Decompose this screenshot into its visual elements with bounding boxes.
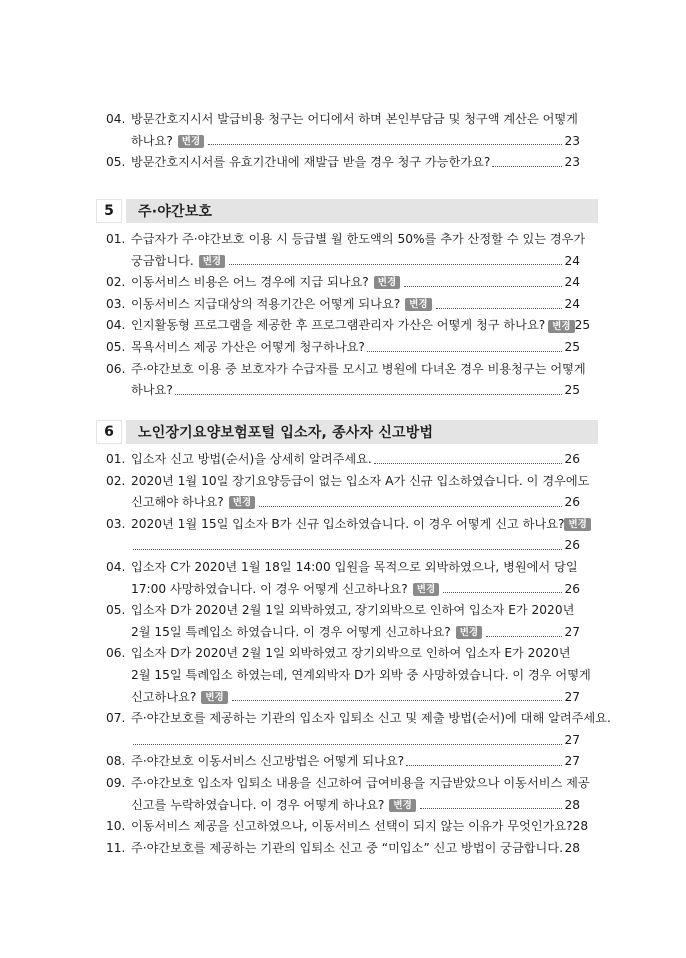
- toc-entry-line: [106, 816, 589, 838]
- toc-entry[interactable]: [106, 152, 580, 174]
- changed-badge: 변경: [229, 496, 255, 509]
- page-number: 25: [574, 318, 591, 333]
- changed-badge: 변경: [413, 583, 439, 596]
- dot-leader: [367, 350, 563, 352]
- toc-entry[interactable]: [106, 359, 586, 402]
- entry-text: 주·야간보호 이용 중 보호자가 수급자를 모시고 병원에 다녀온 경우 비용청구는 어떻게: [131, 361, 586, 376]
- entry-number: 03.: [106, 516, 126, 531]
- changed-badge: 변경: [199, 255, 225, 268]
- toc-entry-line: [106, 272, 580, 294]
- changed-badge: 변경: [374, 276, 400, 289]
- changed-badge: 변경: [456, 626, 482, 639]
- entry-number: 11.: [106, 840, 126, 855]
- toc-entry[interactable]: [106, 600, 580, 643]
- entry-number: 04.: [106, 559, 126, 574]
- entry-text: 주·야간보호를 제공하는 기관의 입퇴소 신고 중 “미입소” 신고 방법이 궁금합니다.: [131, 840, 563, 855]
- entry-text: 궁금합니다.: [131, 253, 194, 268]
- entry-number: 05.: [106, 155, 126, 170]
- section-header-6: [96, 420, 598, 444]
- toc-entry-line: [106, 730, 580, 752]
- section-title: 노인장기요양보험포털 입소자, 종사자 신고방법: [138, 425, 434, 441]
- page-number: 28: [564, 840, 580, 855]
- toc-entry[interactable]: [106, 272, 580, 294]
- entry-text: 이동서비스 제공을 신고하였으나, 이동서비스 선택이 되지 않는 이유가 무엇인가요?: [131, 819, 573, 834]
- changed-badge: 변경: [548, 320, 574, 333]
- toc-entry-line: [106, 838, 580, 860]
- toc-entry-line: [106, 622, 580, 644]
- page-number: 27: [564, 624, 580, 639]
- page-number: 26: [564, 581, 580, 596]
- toc-entry[interactable]: [106, 294, 580, 316]
- toc-entry[interactable]: [106, 229, 586, 272]
- entry-text: 이동서비스 비용은 어느 경우에 지급 되나요?: [131, 275, 369, 290]
- toc-entry-line: [106, 514, 587, 536]
- toc-entry-line: [106, 471, 590, 493]
- entry-text: 인지활동형 프로그램을 제공한 후 프로그램관리자 가산은 어떻게 청구 하나요?: [131, 318, 546, 333]
- toc-entry-line: [106, 687, 580, 709]
- entry-text: 주·야간보호를 제공하는 기관의 입소자 입퇴소 신고 및 제출 방법(순서)에 대해 알려주세요.: [131, 711, 611, 726]
- toc-entry-line: [106, 665, 591, 687]
- toc-entry-line: [106, 229, 586, 251]
- entry-number: 07.: [106, 711, 126, 726]
- entry-text: 입소자 C가 2020년 1월 18일 14:00 입원을 목적으로 외박하였으나, 병원에서 당일: [131, 559, 578, 574]
- toc-entry-line: [106, 380, 580, 402]
- entry-number: 04.: [106, 112, 126, 126]
- dot-leader: [259, 505, 562, 507]
- toc-entry-line: [106, 449, 580, 471]
- toc-entry-line: [106, 131, 580, 153]
- toc-entry-line: [106, 773, 590, 795]
- page-number: 24: [564, 253, 580, 268]
- entry-text: 신고하나요?: [131, 689, 197, 704]
- entry-number: 09.: [106, 775, 126, 790]
- entry-text: 신고를 누락하였습니다. 이 경우 어떻게 하나요?: [131, 797, 385, 812]
- changed-badge: 변경: [201, 691, 227, 704]
- entry-text: 2020년 1월 15일 입소자 B가 신규 입소하였습니다. 이 경우 어떻게 신고 하나요?: [131, 516, 565, 531]
- entry-text: 입소자 D가 2020년 2월 1일 외박하였고 장기외박으로 인하여 입소자 E가 2020년: [131, 646, 571, 661]
- page-number: 27: [564, 732, 580, 747]
- toc-entry[interactable]: [106, 838, 580, 860]
- page-number: 26: [564, 452, 580, 466]
- page-number: 23: [564, 133, 580, 148]
- toc-entry-line: [106, 294, 580, 316]
- toc-entry[interactable]: [106, 708, 611, 751]
- entry-text: 하나요?: [131, 133, 173, 148]
- toc-group-6: [106, 449, 611, 859]
- page-number: 23: [564, 155, 580, 170]
- dot-leader: [232, 699, 563, 701]
- entry-number: 02.: [106, 275, 126, 290]
- entry-number: 04.: [106, 318, 126, 333]
- entry-text: 입소자 D가 2020년 2월 1일 외박하였고, 장기외박으로 인하여 입소자 E가 2020년: [131, 603, 575, 618]
- dot-leader: [133, 548, 562, 550]
- dot-leader: [486, 635, 562, 637]
- toc-entry-line: [106, 708, 611, 730]
- entry-number: 05.: [106, 603, 126, 618]
- entry-number: 10.: [106, 819, 126, 834]
- dot-leader: [208, 143, 562, 145]
- entry-text: 주·야간보호 이동서비스 신고방법은 어떻게 되나요?: [131, 754, 405, 769]
- toc-entry-line: [106, 557, 580, 579]
- toc-entry[interactable]: [106, 643, 591, 708]
- dot-leader: [133, 743, 562, 745]
- page-number: 28: [564, 797, 580, 812]
- toc-entry[interactable]: [106, 315, 591, 337]
- entry-number: 02.: [106, 473, 126, 488]
- toc-entry-line: [106, 359, 586, 381]
- changed-badge: 변경: [564, 518, 590, 531]
- section-header-5: [96, 199, 598, 223]
- toc-entry[interactable]: [106, 471, 590, 514]
- entry-text: 목욕서비스 제공 가산은 어떻게 청구하나요?: [131, 339, 365, 354]
- toc-entry-line: [106, 152, 580, 174]
- dot-leader: [492, 165, 562, 167]
- toc-entry-line: [106, 795, 580, 817]
- entry-text: 주·야간보호 입소자 입퇴소 내용을 신고하여 급여비용을 지급받았으나 이동서비스 제공: [131, 775, 590, 790]
- section-title: 주·야간보호: [138, 204, 213, 220]
- page-number: 27: [564, 689, 580, 704]
- toc-entry[interactable]: [106, 514, 587, 557]
- dot-leader: [420, 807, 563, 809]
- page-number: 24: [564, 296, 580, 311]
- toc-entry[interactable]: [106, 773, 590, 816]
- section-number: 6: [96, 420, 122, 444]
- page-number: 26: [564, 495, 580, 510]
- toc-entry-line: [106, 535, 580, 557]
- entry-number: 01.: [106, 452, 126, 466]
- dot-leader: [406, 764, 562, 766]
- entry-text: 수급자가 주·야간보호 이용 시 등급별 월 한도액의 50%를 추가 산정할 수 있는 경우가: [131, 232, 586, 246]
- toc-entry-line: [106, 751, 580, 773]
- section-number: 5: [96, 199, 122, 223]
- entry-number: 06.: [106, 361, 126, 376]
- page-number: 25: [564, 339, 580, 354]
- entry-text: 2020년 1월 10일 장기요양등급이 없는 입소자 A가 신규 입소하였습니다. 이 경우에도: [131, 473, 590, 488]
- toc-entry-line: [106, 643, 580, 665]
- dot-leader: [443, 591, 562, 593]
- entry-text: 17:00 사망하였습니다. 이 경우 어떻게 신고하나요?: [131, 581, 408, 596]
- page-number: 24: [564, 275, 580, 290]
- entry-number: 06.: [106, 646, 126, 661]
- toc-entry-line: [106, 337, 580, 359]
- page-number: 25: [564, 383, 580, 398]
- entry-text: 입소자 신고 방법(순서)을 상세히 알려주세요.: [131, 452, 372, 466]
- toc-entry-line: [106, 251, 580, 273]
- entry-text: 하나요?: [131, 383, 173, 398]
- changed-badge: 변경: [389, 799, 415, 812]
- changed-badge: 변경: [405, 298, 431, 311]
- changed-badge: 변경: [178, 135, 204, 148]
- toc-group-top: [106, 109, 580, 174]
- entry-number: 01.: [106, 232, 126, 246]
- toc-entry-line: [106, 315, 591, 337]
- toc-entry-line: [106, 109, 580, 131]
- toc-group-5: [106, 229, 591, 402]
- entry-text: 방문간호지시서를 유효기간내에 재발급 받을 경우 청구 가능한가요?: [131, 155, 491, 170]
- entry-number: 08.: [106, 754, 126, 769]
- toc-entry-line: [106, 600, 580, 622]
- toc-entry[interactable]: [106, 816, 589, 838]
- entry-text: 이동서비스 지급대상의 적용기간은 어떻게 되나요?: [131, 296, 401, 311]
- toc-entry-line: [106, 492, 580, 514]
- page-number: 26: [564, 538, 580, 553]
- entry-number: 03.: [106, 296, 126, 311]
- toc-entry[interactable]: [106, 337, 580, 359]
- dot-leader: [175, 393, 563, 395]
- toc-entry[interactable]: [106, 109, 580, 152]
- toc-entry[interactable]: [106, 557, 580, 600]
- entry-number: 05.: [106, 339, 126, 354]
- toc-entry[interactable]: [106, 751, 580, 773]
- toc-entry-line: [106, 579, 580, 601]
- page-number: 28: [572, 819, 589, 834]
- entry-text: 신고해야 하나요?: [131, 495, 224, 510]
- entry-text: 2월 15일 특례입소 하였는데, 연계외박자 D가 외박 중 사망하였습니다. 이 경우 어떻게: [131, 667, 591, 682]
- dot-leader: [404, 285, 562, 287]
- page-number: 27: [564, 754, 580, 769]
- entry-text: 2월 15일 특례입소 하였습니다. 이 경우 어떻게 신고하나요?: [131, 624, 451, 639]
- dot-leader: [374, 462, 563, 464]
- entry-text: 방문간호지시서 발급비용 청구는 어디에서 하며 본인부담금 및 청구액 계산은 어떻게: [131, 112, 578, 126]
- dot-leader: [436, 307, 563, 309]
- dot-leader: [229, 263, 562, 265]
- toc-entry[interactable]: [106, 449, 580, 471]
